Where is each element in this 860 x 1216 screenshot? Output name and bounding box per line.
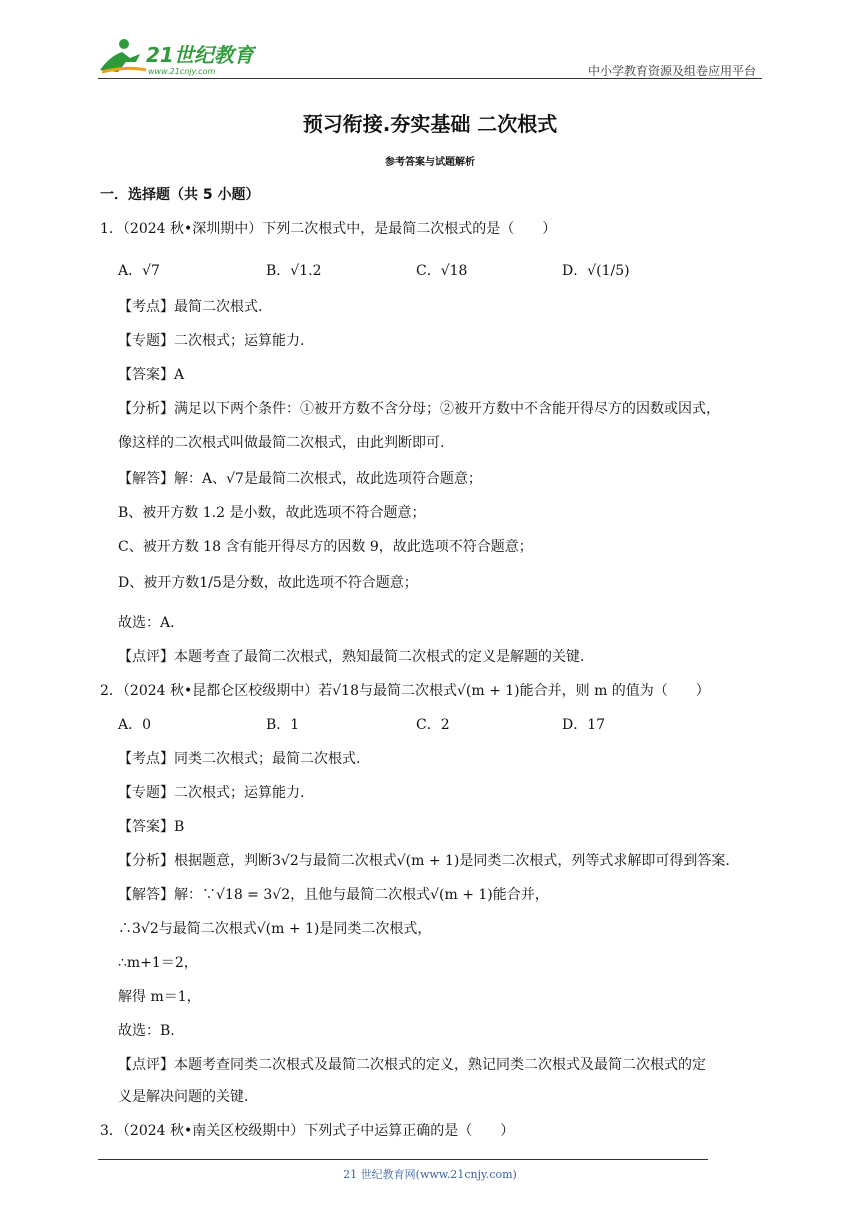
q2-solution-5: 故选：B. [118,1023,175,1039]
q2-comment-1: 【点评】本题考查同类二次根式及最简二次根式的定义，熟记同类二次根式及最简二次根式的定 [118,1057,706,1073]
q2-solution-4: 解得 m＝1， [118,989,201,1005]
q2-option-d: D．17 [562,717,606,733]
q1-solution-3: C、被开方数 18 含有能开得尽方的因数 9，故此选项不符合题意； [118,539,533,555]
platform-name: 中小学教育资源及组卷应用平台 [587,64,756,78]
q2-option-a: A．0 [118,717,152,733]
footer-source[interactable]: 21 世纪教育网(www.21cnjy.com) [343,1168,517,1181]
q1-solution-2: B、被开方数 1.2 是小数，故此选项不符合题意； [118,505,426,521]
runner-logo-icon [96,36,256,78]
q2-zhuanti: 【专题】二次根式；运算能力. [118,785,305,801]
q1-kaodian: 【考点】最简二次根式. [118,299,263,315]
section-heading: 一．选择题（共 5 小题） [100,187,260,203]
q2-kaodian: 【考点】同类二次根式；最简二次根式. [118,751,361,767]
q2-solution-2: ∴3√2与最简二次根式√(m + 1)是同类二次根式， [118,921,432,937]
q3-stem: 3．（2024 秋•南关区校级期中）下列式子中运算正确的是（ ） [100,1123,515,1139]
q1-option-c: C．√18 [416,263,468,279]
q2-solution-3: ∴m+1＝2， [118,955,198,971]
q2-option-b: B．1 [266,717,300,733]
q2-solution-1: 【解答】解：∵√18 = 3√2，且他与最简二次根式√(m + 1)能合并， [118,887,549,903]
q1-analysis-1: 【分析】满足以下两个条件：①被开方数不含分母；②被开方数中不含能开得尽方的因数或因式， [118,401,720,417]
svg-text:www.21cnjy.com: www.21cnjy.com [148,67,216,76]
q1-option-b: B．√1.2 [266,263,322,279]
q2-comment-2: 义是解决问题的关键. [118,1089,249,1105]
q1-option-d: D．√(1/5) [562,263,630,279]
svg-text:21世纪教育: 21世纪教育 [146,43,254,67]
q1-option-a: A．√7 [118,263,160,279]
q1-analysis-2: 像这样的二次根式叫做最简二次根式，由此判断即可. [118,435,445,451]
q2-analysis: 【分析】根据题意，判断3√2与最简二次根式√(m + 1)是同类二次根式，列等式求解即可得到答案. [118,853,730,869]
page-title: 预习衔接.夯实基础 二次根式 [302,112,558,136]
q2-stem: 2．（2024 秋•昆都仑区校级期中）若√18与最简二次根式√(m + 1)能合并，则 m 的值为（ ） [100,683,710,699]
q2-answer: 【答案】B [118,819,185,835]
q1-stem: 1．（2024 秋•深圳期中）下列二次根式中，是最简二次根式的是（ ） [100,221,557,237]
q1-zhuanti: 【专题】二次根式；运算能力. [118,333,305,349]
q1-solution-5: 故选：A. [118,615,175,631]
q2-option-c: C．2 [416,717,450,733]
q1-comment: 【点评】本题考查了最简二次根式，熟知最简二次根式的定义是解题的关键. [118,649,585,665]
footer-divider [98,1159,708,1160]
q1-answer: 【答案】A [118,367,185,383]
q1-solution-1: 【解答】解：A、√7是最简二次根式，故此选项符合题意； [118,471,482,487]
logo [96,36,256,78]
q1-solution-4: D、被开方数1/5是分数，故此选项不符合题意； [118,575,418,591]
page-subtitle: 参考答案与试题解析 [385,157,475,168]
header-divider [98,78,762,79]
